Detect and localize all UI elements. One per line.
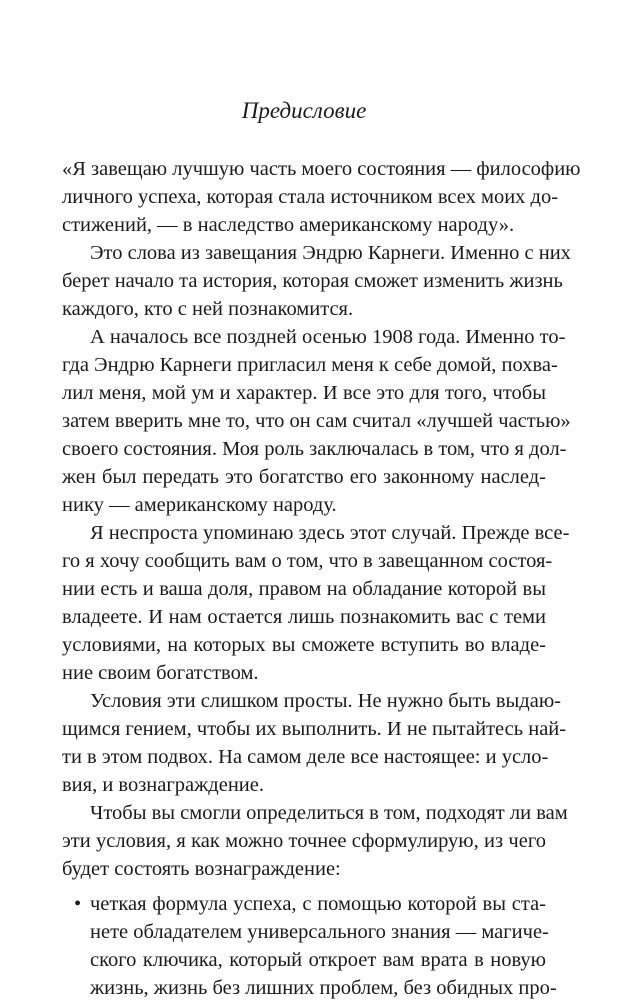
list-item-line: четкая формула успеха, с помощью которой вы ста-: [90, 893, 546, 915]
text-line: вия, и вознаграждение.: [62, 774, 264, 796]
text-line: гда Эндрю Карнеги пригласил меня к себе домой, похва-: [62, 354, 558, 376]
text-line: берет начало та история, которая сможет изменить жизнь: [62, 270, 563, 292]
text-line: нику — американскому народу.: [62, 494, 337, 516]
text-line: затем вверить мне то, что он сам считал «лучшей частью»: [62, 410, 571, 432]
text-line: каждого, кто с ней познакомится.: [62, 298, 354, 320]
list-item-line: ского ключика, который откроет вам врата в новую: [90, 949, 546, 971]
chapter-title: Предисловие: [241, 98, 367, 123]
text-line: А началось все поздней осенью 1908 года. Именно то-: [90, 326, 566, 348]
text-line: го я хочу сообщить вам о том, что в завещанном состоя-: [62, 550, 553, 572]
text-line: стижений, — в наследство американскому народу».: [62, 214, 515, 236]
text-line: будет состоять вознаграждение:: [62, 858, 341, 880]
text-line: личного успеха, которая стала источником всех моих до-: [62, 186, 559, 208]
text-line: лил меня, мой ум и характер. И все это для того, чтобы: [62, 382, 546, 404]
text-line: своего состояния. Моя роль заключалась в том, что я дол-: [62, 438, 567, 460]
book-page: [62, 0, 581, 1001]
text-line: эти условия, я как можно точнее сформулирую, из чего: [62, 830, 546, 852]
text-line: щимся гением, чтобы их выполнить. И не пытайтесь най-: [62, 718, 567, 740]
text-line: жен был передать это богатство его законному наслед-: [62, 466, 546, 488]
bullet-marker: •: [74, 893, 82, 915]
text-line: Чтобы вы смогли определиться в том, подходят ли вам: [90, 802, 568, 824]
text-line: Я неспроста упоминаю здесь этот случай. Прежде все-: [90, 522, 570, 544]
text-line: условиями, на которых вы сможете вступить во владе-: [62, 634, 546, 656]
text-line: владеете. И нам остается лишь познакомить вас с теми: [62, 606, 546, 628]
list-item-line: жизнь, жизнь без лишних проблем, без обидных про-: [90, 977, 557, 999]
text-line: Это слова из завещания Эндрю Карнеги. Именно с них: [90, 242, 571, 264]
list-item-line: нете обладателем универсального знания — магиче-: [90, 921, 549, 943]
text-line: ти в этом подвох. На самом деле все настоящее: и усло-: [62, 746, 549, 768]
text-line: нии есть и ваша доля, правом на обладание которой вы: [62, 578, 546, 600]
text-line: ние своим богатством.: [62, 662, 259, 684]
text-line: Условия эти слишком просты. Не нужно быть выдаю-: [90, 690, 561, 712]
text-line: «Я завещаю лучшую часть моего состояния — философию: [62, 158, 581, 180]
